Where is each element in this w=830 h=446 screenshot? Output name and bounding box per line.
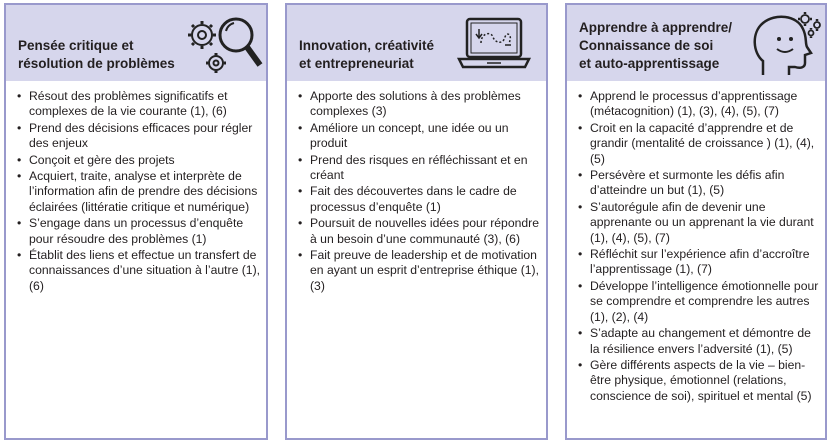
card-title: Pensée critique et résolution de problèmes bbox=[18, 38, 175, 71]
list-item: • S’engage dans un processus d’enquête pour résoudre des problèmes (1) bbox=[16, 216, 262, 247]
list-item: • Apprend le processus d’apprentissage (métacognition) (1), (3), (4), (5), (7) bbox=[577, 89, 821, 120]
card-title: Apprendre à apprendre/ Connaissance de soi et auto-apprentissage bbox=[579, 20, 733, 71]
list-item: • Gère différents aspects de la vie – bien-être physique, émotionnel (relations, conscience de soi), spirituel et mental (5) bbox=[577, 358, 821, 404]
competency-card-innovation bbox=[285, 3, 548, 440]
list-item: • Améliore un concept, une idée ou un produit bbox=[297, 121, 542, 152]
competency-list bbox=[297, 89, 542, 295]
list-item: • Prend des risques en réfléchissant et en créant bbox=[297, 153, 542, 184]
list-item: • S’adapte au changement et démontre de la résilience envers l’adversité (1), (5) bbox=[577, 326, 821, 357]
card-title: Innovation, créativité et entrepreneuriat bbox=[299, 38, 435, 71]
card-header bbox=[6, 5, 266, 81]
list-item: • Établit des liens et effectue un transfert de connaissances d’une situation à l’autre (1), (6) bbox=[16, 248, 262, 294]
list-item: • Persévère et surmonte les défis afin d’atteindre un but (1), (5) bbox=[577, 168, 821, 199]
list-item: • Acquiert, traite, analyse et interprète de l’information afin de prendre des décisions éclairées (littératie critique et numérique) bbox=[16, 169, 262, 215]
card-header bbox=[287, 5, 546, 81]
competency-list bbox=[577, 89, 821, 405]
list-item: • Conçoit et gère des projets bbox=[16, 153, 262, 168]
list-item: • Fait des découvertes dans le cadre de processus d’enquête (1) bbox=[297, 184, 542, 215]
competency-card-learning-to-learn bbox=[565, 3, 827, 440]
head-gears-icon bbox=[749, 9, 823, 79]
list-item: • Apporte des solutions à des problèmes complexes (3) bbox=[297, 89, 542, 120]
list-item: • Développe l’intelligence émotionnelle pour se comprendre et comprendre les autres (1), (2), (4) bbox=[577, 279, 821, 325]
list-item: • Prend des décisions efficaces pour régler des enjeux bbox=[16, 121, 262, 152]
list-item: • Fait preuve de leadership et de motivation en ayant un esprit d’entreprise éthique (1), (3) bbox=[297, 248, 542, 294]
list-item: • Poursuit de nouvelles idées pour répondre à un besoin d’une communauté (3), (6) bbox=[297, 216, 542, 247]
laptop-idea-icon bbox=[455, 15, 533, 71]
list-item: • Réfléchit sur l’expérience afin d’accroître l’apprentissage (1), (7) bbox=[577, 247, 821, 278]
gears-magnifier-icon bbox=[182, 9, 266, 77]
competency-card-critical-thinking bbox=[4, 3, 268, 440]
card-header bbox=[567, 5, 825, 81]
competency-list bbox=[16, 89, 262, 295]
list-item: • Résout des problèmes significatifs et complexes de la vie courante (1), (6) bbox=[16, 89, 262, 120]
list-item: • Croit en la capacité d’apprendre et de grandir (mentalité de croissance ) (1), (4), (5) bbox=[577, 121, 821, 167]
list-item: • S’autorégule afin de devenir une apprenante ou un apprenant la vie durant (1), (4), (5), (7) bbox=[577, 200, 821, 246]
